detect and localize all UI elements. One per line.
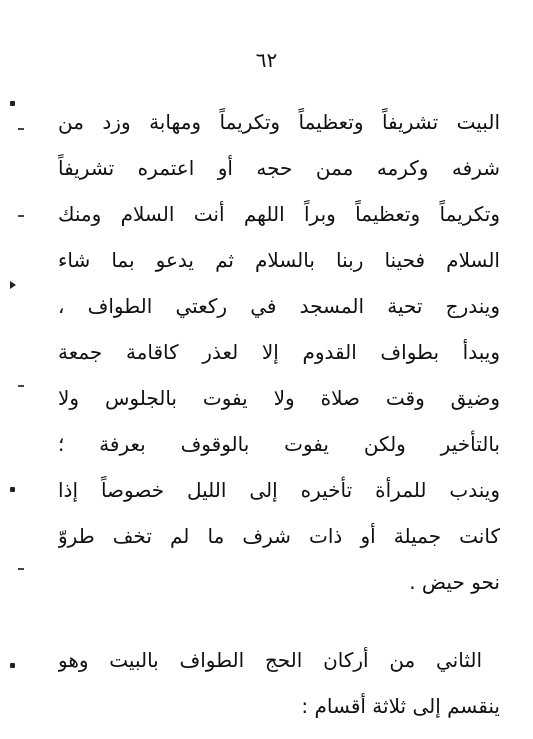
page-number: ٦٢ xyxy=(255,48,278,72)
text-line: ويبدأ بطواف القدوم إلا لعذر كاقامة جمعة xyxy=(58,340,500,364)
text-line: ويندرج تحية المسجد في ركعتي الطواف ، xyxy=(58,294,500,318)
text-line: البيت تشريفاً وتعظيماً وتكريماً ومهابة وزد من xyxy=(58,110,500,134)
text-line: كانت جميلة أو ذات شرف ما لم تخف طروّ xyxy=(58,524,500,548)
text-line: السلام فحينا ربنا بالسلام ثم يدعو بما شاء xyxy=(58,248,500,272)
text-body xyxy=(58,99,500,729)
margin-mark-dot xyxy=(10,487,15,492)
margin-mark-dot xyxy=(10,101,15,106)
text-line: نحو حيض . xyxy=(409,570,500,594)
margin-mark-dash xyxy=(18,215,24,217)
margin-mark-dot xyxy=(10,663,15,668)
text-line: شرفه وكرمه ممن حجه أو اعتمره تشريفاً xyxy=(58,156,500,180)
margin-mark-dash xyxy=(18,128,24,130)
text-line: الثاني من أركان الحج الطواف بالبيت وهو xyxy=(58,648,482,672)
text-line: ويندب للمرأة تأخيره إلى الليل خصوصاً إذا xyxy=(58,478,500,502)
text-line: وضيق وقت صلاة ولا يفوت بالجلوس ولا xyxy=(58,386,500,410)
text-line: وتكريماً وتعظيماً وبراً اللهم أنت السلام ومنك xyxy=(58,202,500,226)
text-line: بالتأخير ولكن يفوت بالوقوف بعرفة ؛ xyxy=(58,432,500,456)
margin-mark-dash xyxy=(18,385,24,387)
margin-mark-dash xyxy=(18,568,24,570)
margin-mark-triangle xyxy=(10,281,16,289)
text-line: ينقسم إلى ثلاثة أقسام : xyxy=(301,694,500,718)
paragraph-gap xyxy=(58,605,500,637)
